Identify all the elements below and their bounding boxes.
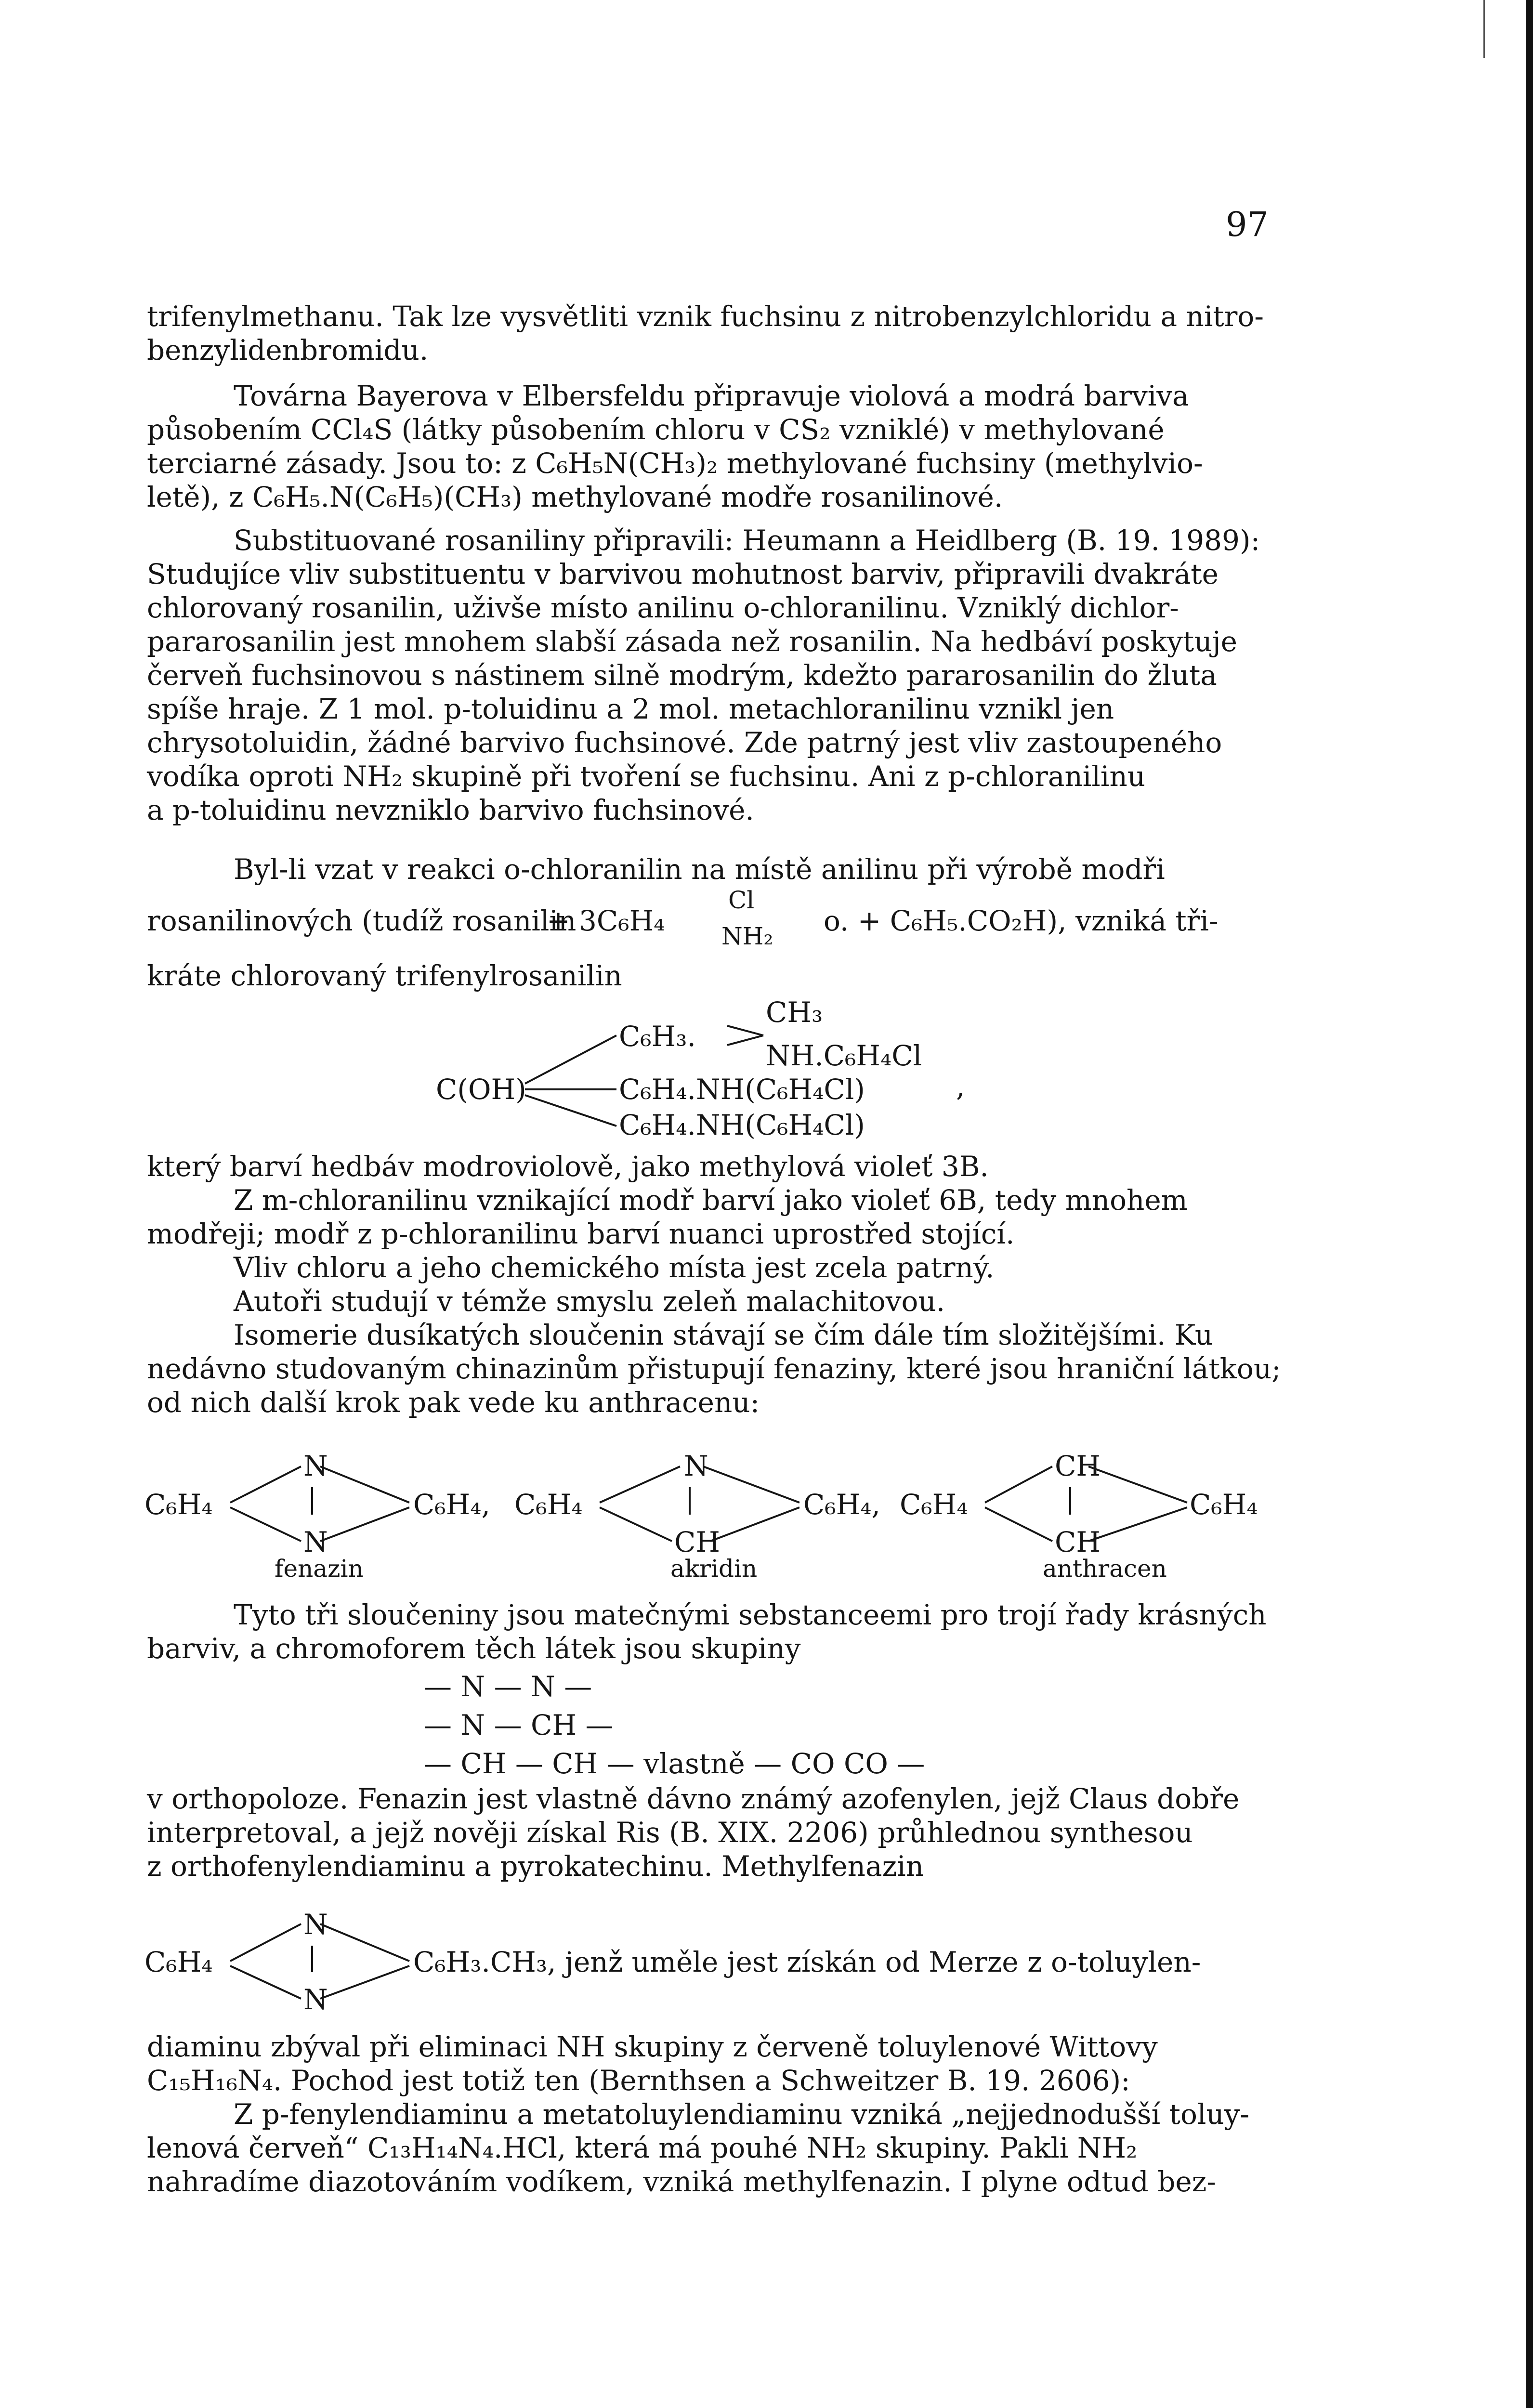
text-line: nahradíme diazotováním vodíkem, vzniká methylfenazin. I plyne odtud bez-	[147, 2165, 1216, 2198]
text-line: červeň fuchsinovou s nástinem silně modrým, kdežto pararosanilin do žluta	[147, 659, 1217, 692]
ring-label: akridin	[670, 1555, 758, 1583]
group-1: — N — N —	[424, 1670, 592, 1703]
text-line: který barví hedbáv modroviolově, jako methylová violeť 3B.	[147, 1150, 989, 1183]
text-line: chrysotoluidin, žádné barvivo fuchsinové. Zde patrný jest vliv zastoupeného	[147, 726, 1222, 759]
text-line: Z m-chloranilinu vznikající modř barví jako violeť 6B, tedy mnohem	[234, 1184, 1188, 1217]
text-line: trifenylmethanu. Tak lze vysvětliti vznik fuchsinu z nitrobenzylchloridu a nitro-	[147, 300, 1264, 333]
text-line: chlorovaný rosanilin, uživše místo anilinu o-chloranilinu. Vzniklý dichlor-	[147, 591, 1179, 624]
page-number: 97	[1226, 205, 1269, 244]
text-line: diaminu zbýval při eliminaci NH skupiny z červeně toluylenové Wittovy	[147, 2030, 1158, 2063]
ring-label: fenazin	[275, 1555, 364, 1583]
ring-right-text: C₆H₃.CH₃, jenž uměle jest získán od Merze z o-toluylen-	[413, 1946, 1201, 1978]
text-line: o. + C₆H₅.CO₂H), vzniká tři-	[824, 904, 1219, 937]
text-line: vodíka oproti NH₂ skupině při tvoření se fuchsinu. Ani z p-chloranilinu	[147, 760, 1146, 793]
text-line: z orthofenylendiaminu a pyrokatechinu. Methylfenazin	[147, 1850, 924, 1883]
text-line: Substituované rosaniliny připravili: Heumann a Heidlberg (B. 19. 1989):	[234, 524, 1260, 557]
chem-r3: C₆H₄.NH(C₆H₄Cl)	[619, 1109, 865, 1141]
ring-top: N	[684, 1450, 708, 1482]
ring-left: C₆H₄	[900, 1488, 968, 1521]
text-line: a p-toluidinu nevzniklo barvivo fuchsinové.	[147, 794, 754, 826]
text-line: modřeji; modř z p-chloranilinu barví nuanci uprostřed stojící.	[147, 1217, 1015, 1250]
formula-cl: Cl	[728, 886, 755, 914]
text-line: v orthopoloze. Fenazin jest vlastně dávno známý azofenylen, jejž Claus dobře	[147, 1782, 1240, 1815]
text-line: Byl-li vzat v reakci o-chloranilin na místě anilinu při výrobě modři	[234, 853, 1165, 886]
text-line: C₁₅H₁₆N₄. Pochod jest totiž ten (Bernthsen a Schweitzer B. 19. 2606):	[147, 2064, 1130, 2097]
ring-bottom: N	[303, 1983, 328, 2016]
ring-left: C₆H₄	[144, 1946, 213, 1978]
text-line: od nich další krok pak vede ku anthracenu:	[147, 1386, 760, 1419]
ring-bottom: N	[303, 1526, 328, 1558]
text-line: barviv, a chromoforem těch látek jsou skupiny	[147, 1632, 801, 1665]
text-line: Isomerie dusíkatých sloučenin stávají se čím dále tím složitějšími. Ku	[234, 1319, 1213, 1351]
text-line: rosanilinových (tudíž rosanilin	[147, 904, 577, 937]
text-line: Tyto tři sloučeniny jsou matečnými sebstanceemi pro trojí řady krásných	[234, 1598, 1267, 1631]
text-line: Studujíce vliv substituentu v barvivou mohutnost barviv, připravili dvakráte	[147, 558, 1219, 590]
formula-nh2: NH₂	[721, 922, 773, 950]
ring-bottom: CH	[674, 1526, 720, 1558]
text-line: interpretoval, a jejž nověji získal Ris (B. XIX. 2206) průhlednou synthesou	[147, 1816, 1193, 1849]
chem-r1-a: CH₃	[766, 996, 823, 1029]
formula-benzene: + 3C₆H₄	[547, 904, 665, 937]
text-line: spíše hraje. Z 1 mol. p-toluidinu a 2 mol. metachloranilinu vznikl jen	[147, 693, 1114, 725]
text-line: Autoři studují v témže smyslu zeleň malachitovou.	[234, 1285, 945, 1318]
text-line: Z p-fenylendiaminu a metatoluylendiaminu vzniká „nejjednodušší toluy-	[234, 2098, 1250, 2131]
text-line: nedávno studovaným chinazinům přistupují fenaziny, které jsou hraniční látkou;	[147, 1352, 1281, 1385]
paragraph-8	[147, 2030, 1271, 2199]
chem-r2: C₆H₄.NH(C₆H₄Cl)	[619, 1073, 865, 1106]
ring-left: C₆H₄	[144, 1488, 213, 1521]
ring-label: anthracen	[1043, 1555, 1167, 1583]
ring-left: C₆H₄	[514, 1488, 583, 1521]
chem-core: C(OH)	[436, 1073, 526, 1106]
text-line: pararosanilin jest mnohem slabší zásada než rosanilin. Na hedbáví poskytuje	[147, 625, 1238, 658]
chem-r1: C₆H₃.	[619, 1020, 696, 1053]
ring-right: C₆H₄,	[413, 1488, 490, 1521]
text-line: benzylidenbromidu.	[147, 334, 429, 366]
text-line: lenová červeň“ C₁₃H₁₄N₄.HCl, která má pouhé NH₂ skupiny. Pakli NH₂	[147, 2132, 1138, 2164]
group-3: — CH — CH — vlastně — CO CO —	[424, 1747, 925, 1780]
ring-top: N	[303, 1450, 328, 1482]
ring-right: C₆H₄	[1190, 1488, 1258, 1521]
text-line: působením CCl₄S (látky působením chloru v CS₂ vzniklé) v methylované	[147, 413, 1165, 446]
chem-comma: ,	[956, 1070, 965, 1103]
text-line: terciarné zásady. Jsou to: z C₆H₅N(CH₃)₂ methylované fuchsiny (methylvio-	[147, 447, 1203, 480]
ring-top: CH	[1055, 1450, 1101, 1482]
text-line: Továrna Bayerova v Elbersfeldu připravuje violová a modrá barviva	[234, 380, 1189, 412]
ring-bottom: CH	[1055, 1526, 1101, 1558]
group-2: — N — CH —	[424, 1709, 614, 1741]
text-line: Vliv chloru a jeho chemického místa jest zcela patrný.	[234, 1251, 995, 1284]
ring-right: C₆H₄,	[803, 1488, 880, 1521]
chem-r1-b: NH.C₆H₄Cl	[766, 1039, 922, 1072]
ring-top: N	[303, 1908, 328, 1941]
text-line: letě), z C₆H₅.N(C₆H₅)(CH₃) methylované modře rosanilinové.	[147, 481, 1003, 513]
text-line: kráte chlorovaný trifenylrosanilin	[147, 959, 622, 992]
